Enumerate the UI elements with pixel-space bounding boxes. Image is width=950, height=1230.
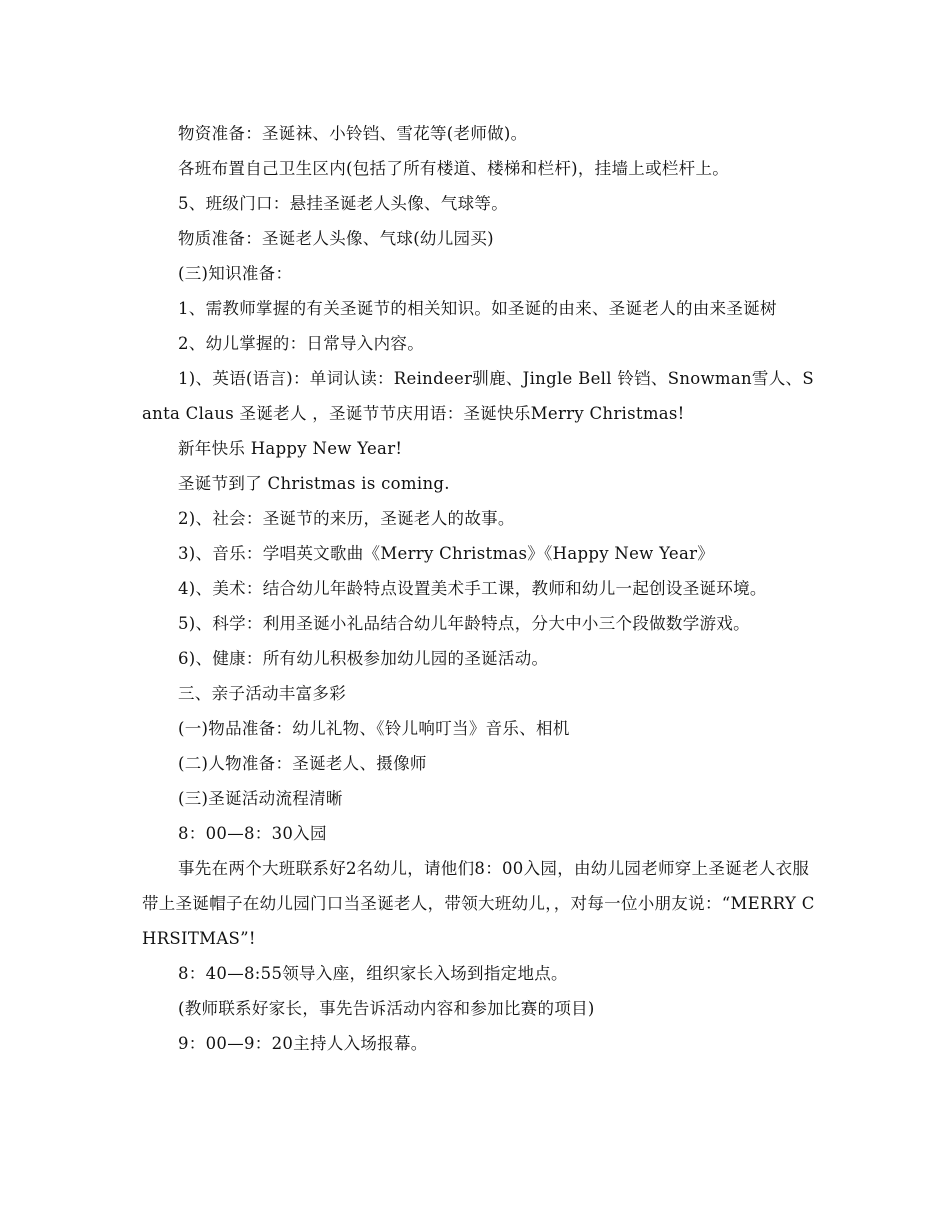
paragraph: 8：40—8:55领导入座，组织家长入场到指定地点。 [178, 964, 568, 983]
paragraph: (教师联系好家长，事先告诉活动内容和参加比赛的项目) [178, 999, 595, 1018]
paragraph: (一)物品准备：幼儿礼物、《铃儿响叮当》音乐、相机 [178, 719, 570, 738]
paragraph: 物资准备：圣诞袜、小铃铛、雪花等(老师做)。 [178, 124, 528, 143]
paragraph: 3)、音乐：学唱英文歌曲《Merry Christmas》《Happy New Year》 [178, 544, 715, 563]
document-body [142, 116, 822, 1061]
paragraph: 6)、健康：所有幼儿积极参加幼儿园的圣诞活动。 [178, 649, 549, 668]
paragraph: 2、幼儿掌握的：日常导入内容。 [178, 334, 424, 353]
paragraph: 5、班级门口：悬挂圣诞老人头像、气球等。 [178, 194, 508, 213]
section-heading: (三)圣诞活动流程清晰 [178, 789, 343, 808]
paragraph: 2)、社会：圣诞节的来历，圣诞老人的故事。 [178, 509, 515, 528]
paragraph: 5)、科学：利用圣诞小礼品结合幼儿年龄特点，分大中小三个段做数学游戏。 [178, 614, 750, 633]
paragraph: 1)、英语(语言)：单词认读：Reindeer驯鹿、Jingle Bell 铃铛、Snowman雪人、Santa Claus 圣诞老人 ，圣诞节节庆用语：圣诞快乐Merry Christmas! [142, 369, 814, 423]
paragraph: 8：00—8：30入园 [178, 824, 327, 843]
paragraph: 9：00—9：20主持人入场报幕。 [178, 1034, 428, 1053]
paragraph: 新年快乐 Happy New Year! [178, 439, 403, 458]
paragraph: 物质准备：圣诞老人头像、气球(幼儿园买) [178, 229, 494, 248]
paragraph: 各班布置自己卫生区内(包括了所有楼道、楼梯和栏杆)，挂墙上或栏杆上。 [178, 159, 730, 178]
paragraph: 4)、美术：结合幼儿年龄特点设置美术手工课，教师和幼儿一起创设圣诞环境。 [178, 579, 767, 598]
section-heading: 三、亲子活动丰富多彩 [178, 684, 346, 703]
section-heading: (三)知识准备： [178, 264, 293, 283]
paragraph: 事先在两个大班联系好2名幼儿，请他们8：00入园，由幼儿园老师穿上圣诞老人衣服带上圣诞帽子在幼儿园门口当圣诞老人，带领大班幼儿，，对每一位小朋友说：“MERRY CHRSITMAS”! [142, 859, 815, 948]
paragraph: 圣诞节到了 Christmas is coming. [178, 474, 450, 493]
paragraph: (二)人物准备：圣诞老人、摄像师 [178, 754, 427, 773]
paragraph: 1、需教师掌握的有关圣诞节的相关知识。如圣诞的由来、圣诞老人的由来圣诞树 [178, 299, 777, 318]
